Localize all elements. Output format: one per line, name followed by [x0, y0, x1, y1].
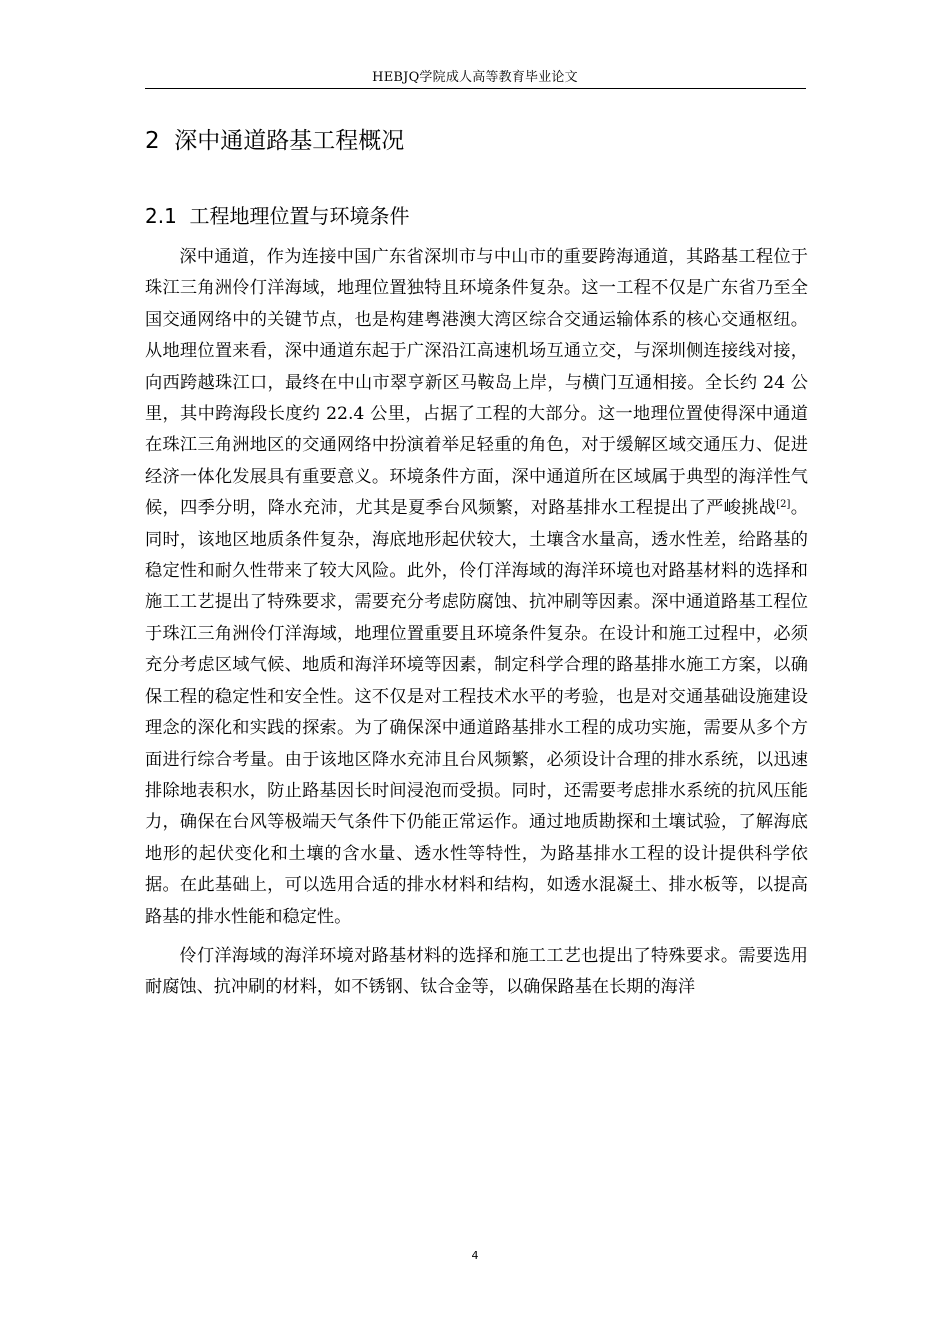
paragraph — [145, 242, 808, 933]
section-number: 2.1 — [145, 204, 177, 228]
paragraph-text: 。同时，该地区地质条件复杂，海底地形起伏较大，土壤含水量高，透水性差，给路基的稳定性和耐久性带来了较大风险。此外，伶仃洋海域的海洋环境也对路基材料的选择和施工工艺提出了特殊要求，需要充分考虑防腐蚀、抗冲刷等因素。深中通道路基工程位于珠江三角洲伶仃洋海域，地理位置重要且环境条件复杂。在设计和施工过程中，必须充分考虑区域气候、地质和海洋环境等因素，制定科学合理的路基排水施工方案，以确保工程的稳定性和安全性。这不仅是对工程技术水平的考验，也是对交通基础设施建设理念的深化和实践的探索。为了确保深中通道路基排水工程的成功实施，需要从多个方面进行综合考量。由于该地区降水充沛且台风频繁，必须设计合理的排水系统，以迅速排除地表积水，防止路基因长时间浸泡而受损。同时，还需要考虑排水系统的抗风压能力，确保在台风等极端天气条件下仍能正常运作。通过地质勘探和土壤试验，了解海底地形的起伏变化和土壤的含水量、透水性等特性，为路基排水工程的设计提供科学依据。在此基础上，可以选用合适的排水材料和结构，如透水混凝土、排水板等，以提高路基的排水性能和稳定性。 — [145, 498, 808, 927]
running-header: HEBJQ学院成人高等教育毕业论文 — [372, 70, 578, 85]
chapter-title: 深中通道路基工程概况 — [174, 128, 405, 154]
paragraph-text: 深中通道，作为连接中国广东省深圳市与中山市的重要跨海通道，其路基工程位于珠江三角洲伶仃洋海域，地理位置独特且环境条件复杂。这一工程不仅是广东省乃至全国交通网络中的关键节点，也是构建粤港澳大湾区综合交通运输体系的核心交通枢纽。从地理位置来看，深中通道东起于广深沿江高速机场互通立交，与深圳侧连接线对接，向西跨越珠江口，最终在中山市翠亨新区马鞍岛上岸，与横门互通相接。全长约 24 公里，其中跨海段长度约 22.4 公里，占据了工程的大部分。这一地理位置使得深中通道在珠江三角洲地区的交通网络中扮演着举足轻重的角色，对于缓解区域交通压力、促进经济一体化发展具有重要意义。环境条件方面，深中通道所在区域属于典型的海洋性气候，四季分明，降水充沛，尤其是夏季台风频繁，对路基排水工程提出了严峻挑战 — [145, 247, 808, 519]
body-text — [145, 242, 808, 1004]
page-number: 4 — [471, 1249, 479, 1262]
section-heading — [145, 200, 410, 229]
header-divider — [145, 88, 806, 89]
chapter-heading — [145, 122, 404, 155]
section-title: 工程地理位置与环境条件 — [189, 204, 410, 228]
citation-reference: [2] — [776, 499, 791, 511]
paragraph: 伶仃洋海域的海洋环境对路基材料的选择和施工工艺也提出了特殊要求。需要选用耐腐蚀、抗冲刷的材料，如不锈钢、钛合金等，以确保路基在长期的海洋 — [145, 945, 808, 998]
chapter-number: 2 — [145, 128, 160, 154]
